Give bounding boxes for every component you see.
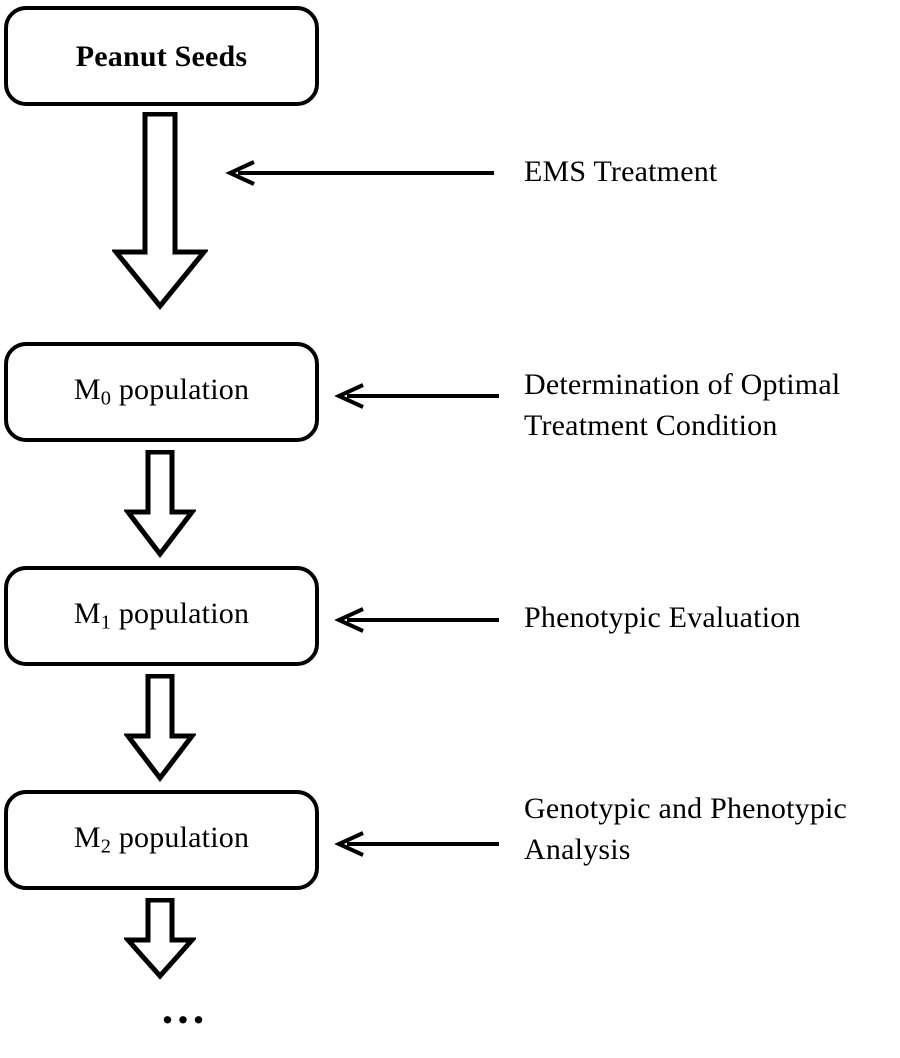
input-arrow-ems	[224, 158, 496, 188]
annotation-optimal-treatment-condition: Determination of Optimal Treatment Condition	[524, 368, 841, 442]
node-m2-suffix: population	[111, 821, 250, 855]
node-m2-population-label	[74, 821, 249, 858]
node-peanut-seeds	[4, 6, 319, 106]
annotation-genotypic-phenotypic-analysis: Genotypic and Phenotypic Analysis	[524, 792, 848, 866]
input-arrow-genotypic-phenotypic-analysis	[333, 829, 501, 859]
node-m0-base: M	[73, 373, 101, 407]
node-m1-population-label	[74, 597, 249, 634]
flow-arrow-seeds-to-m0	[112, 112, 208, 310]
continuation-ellipsis: ...	[161, 982, 209, 1033]
node-m0-population	[4, 342, 319, 442]
flow-arrow-m0-to-m1	[124, 450, 196, 558]
input-arrow-optimal-condition	[333, 381, 501, 411]
node-m0-suffix: population	[111, 373, 250, 407]
flow-arrow-m2-to-continuation	[124, 898, 196, 980]
annotation-phenotypic-evaluation: Phenotypic Evaluation	[524, 601, 801, 634]
node-m1-subscript: 1	[100, 612, 112, 635]
node-m1-base: M	[73, 597, 101, 631]
node-m2-subscript: 2	[100, 836, 112, 859]
node-m2-base: M	[73, 821, 101, 855]
flow-arrow-m1-to-m2	[124, 674, 196, 782]
node-m0-population-label	[74, 373, 249, 410]
input-arrow-phenotypic-evaluation	[333, 605, 501, 635]
annotation-ems-treatment: EMS Treatment	[524, 155, 718, 188]
node-m0-subscript: 0	[100, 388, 112, 411]
node-peanut-seeds-label: Peanut Seeds	[75, 39, 248, 73]
node-m1-population	[4, 566, 319, 666]
node-m2-population	[4, 790, 319, 890]
node-m1-suffix: population	[111, 597, 250, 631]
